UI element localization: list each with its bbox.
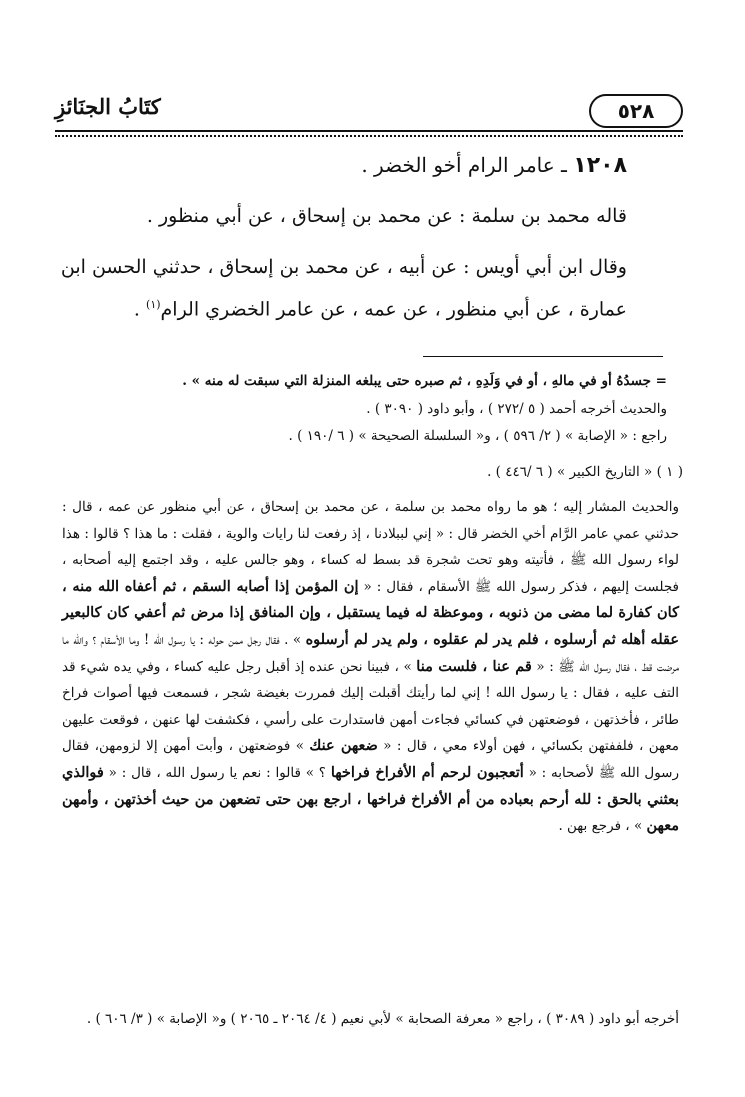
footnote-1-text: « التاريخ الكبير » ( ٦ /٤٤٦ ) . [487,464,653,480]
entry-title: ـ عامر الرام أخو الخضر . [361,153,567,177]
hadith-segment: والحديث المشار إليه ؛ هو ما رواه محمد بن سلمة ، عن محمد بن إسحاق ، عن أبي منظور عن عمه ، قال : حدثني عمي عامر الرَّام أخي الخضر قال : « إني لببلادنا ، إذ رفعت لنا رايات والوية ، فقلت : ما هذا ؟ قالوا : هذا لواء رسول الله ﷺ ، فأتيته وهو تحت شجرة قد بسط له كساء ، وهو جالس عليه ، وقد اجتمع إليه أصحابه ، فجلست إليهم ، فذكر رسول الله ﷺ الأسقام ، فقال : « [62,499,680,595]
hadith-bold-segment: قم عنا ، فلست منا [416,657,532,675]
hadith-bold-segment: ضعهن عنك [309,737,378,755]
entry-heading [361,153,627,178]
body-paragraph-text: وقال ابن أبي أويس : عن أبيه ، عن محمد بن إسحاق ، حدثني الحسن ابن عمارة ، عن أبي منظور ، عن عمه ، عن عامر الخضري الرام [60,256,627,321]
footnote-marker[interactable]: (١) [146,298,161,311]
footnote-line: راجع : « الإصابة » ( ٢/ ٥٩٦ ) ، و« السلسلة الصحيحة » ( ٦ /١٩٠ ) . [288,428,667,444]
hadith-bold-segment: أتعجبون لرحم أم الأفراخ فراخها [330,763,524,781]
footnote-1-label: ( ١ ) [656,464,683,480]
header-rule [55,130,683,132]
header-dotted-rule [55,135,683,137]
hadith-segment: » ، فبينا نحن عنده إذ أقبل رجل عليه كساء ، وفي يده شيء قد التف عليه ، فقال : يا رسول الله ! إني لما رأيتك أقبلت إليك فمررت بغيضة شجر ، فسمعت فيها أصوات فراخ طائر ، فأخذتهن ، فوضعتهن في كسائي فجاءت أمهن فاستدارت على رأسي ، فكشفت لها عنهن ، فوقعت عليهن معهن ، فلففتهن بكسائي ، فهن أولاء معي ، قال : « [62,658,679,755]
hadith-bold-segment: إن المؤمن إذا أصابه السقم ، ثم أعفاه الله منه ، كان كفارة لما مضى من ذنوبه ، وموعظة له فيما يستقبل ، وإن المنافق إذا مرض ثم أعفي كان كالبعير عقله أهله ثم أرسلوه ، فلم يدر لم عقلوه ، ولم يدر لم أرسلوه [62,577,679,648]
entry-number: ١٢٠٨ [573,153,627,178]
hadith-segment: » . فقال رجل ممن حوله : يا رسول الله ! وما الأسقام ؟ والله ما مرضت قط ، فقال رسول الله ﷺ : « [62,631,679,675]
hadith-bold-segment: فوالذي بعثني بالحق : لله أرحم بعباده من أم الأفراخ فراخها ، ارجع بهن حتى تضعهن من حيث أخذتهن ، وأمهن معهن [62,763,679,835]
footnote-1 [64,460,683,485]
footnote-hadith-text [62,494,679,840]
body-paragraph: قاله محمد بن سلمة : عن محمد بن إسحاق ، عن أبي منظور . [146,205,627,227]
footnote-separator [423,356,663,357]
body-paragraph-end: . [133,298,147,321]
page-number-badge: ٥٢٨ [589,94,683,128]
footnote-line: والحديث أخرجه أحمد ( ٥ /٢٧٢ ) ، وأبو داود ( ٣٠٩٠ ) . [366,401,667,417]
book-title: كتَابُ الجنَائزِ [55,94,161,119]
page-header [55,92,683,138]
body-paragraph [60,248,627,328]
hadith-segment: » فوضعتهن ، وأبت أمهن إلا لزومهن، فقال رسول الله ﷺ لأصحابه : « [62,738,680,781]
hadith-segment: » ، فرجع بهن . [558,818,647,835]
footnote-continuation: = جسدُهُ أو في مالهِ ، أو في وَلَدِهِ ، ثم صبره حتى يبلغه المنزلة التي سبقت له منه » . [182,373,667,389]
footnote-closing: أخرجه أبو داود ( ٣٠٨٩ ) ، راجع « معرفة الصحابة » لأبي نعيم ( ٤/ ٢٠٦٤ ـ ٢٠٦٥ ) و« الإصابة » ( ٣/ ٦٠٦ ) . [86,1011,679,1027]
hadith-segment: ؟ » قالوا : نعم يا رسول الله ، قال : « [103,764,331,781]
